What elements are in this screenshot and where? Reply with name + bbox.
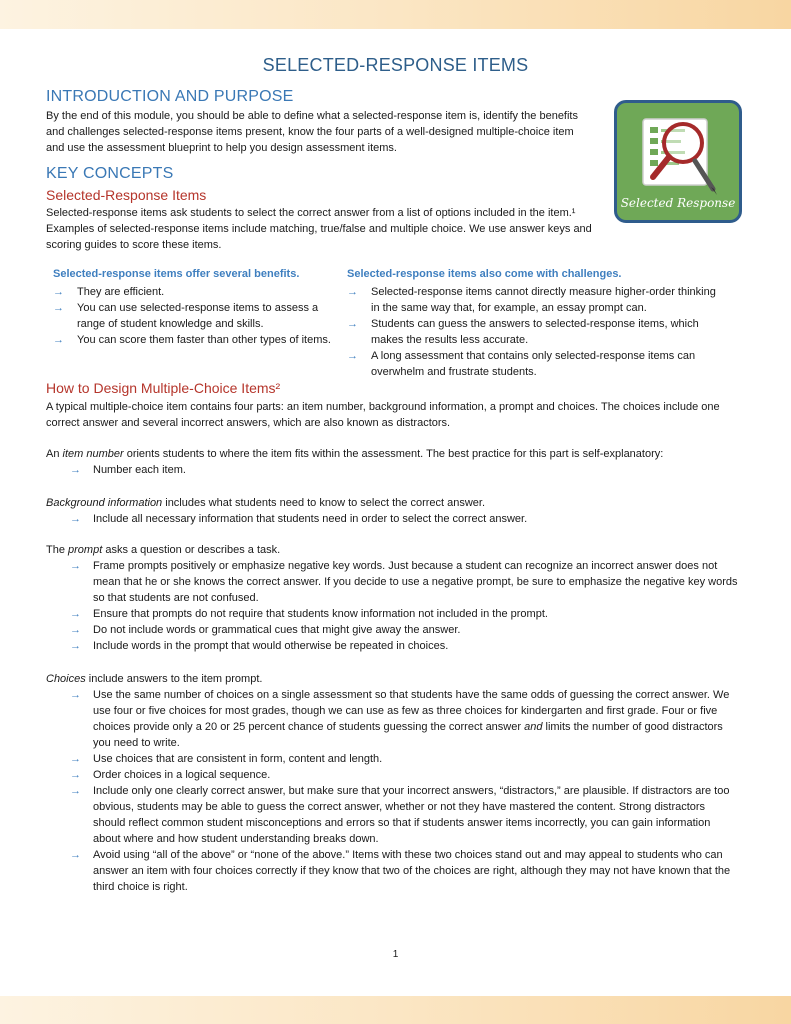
arrow-icon: → xyxy=(53,286,64,298)
page-number: 1 xyxy=(392,949,399,960)
choices-list xyxy=(70,687,738,895)
top-decorative-band xyxy=(0,0,791,29)
list-item: → Include words in the prompt that would otherwise be repeated in choices. xyxy=(70,640,449,652)
arrow-icon: → xyxy=(70,849,81,861)
challenges-list xyxy=(347,284,727,380)
arrow-icon: → xyxy=(347,350,358,362)
list-item: → They are efficient. xyxy=(53,286,165,298)
key-concepts-text: Selected-response items ask students to select the correct answer from a list of options included in the item.¹ Examples of selected-response items include matching, true/false and multiple choice. We use answer keys and scoring guides to score these items. xyxy=(46,207,592,251)
list-item: → Number each item. xyxy=(70,464,186,476)
list-item: → Include all necessary information that students need in order to select the correct answer. xyxy=(70,513,528,525)
list-item: → Selected-response items cannot directly measure higher-order thinking in the same way that, for example, an essay prompt can. xyxy=(347,286,716,314)
intro-text: By the end of this module, you should be able to define what a selected-response item is, identify the benefits and challenges selected-response items present, know the four parts of a well-designed multiple-choice item and use the assessment blueprint to help you design assessment items. xyxy=(46,110,578,154)
arrow-icon: → xyxy=(70,513,81,525)
arrow-icon: → xyxy=(70,608,81,620)
prompt-list xyxy=(70,558,738,654)
benefits-list xyxy=(53,284,337,348)
item-number-list xyxy=(70,462,738,478)
arrow-icon: → xyxy=(70,769,81,781)
arrow-icon: → xyxy=(70,560,81,572)
selected-response-logo xyxy=(614,100,742,223)
arrow-icon: → xyxy=(70,624,81,636)
item-number-paragraph: An item number orients students to where the item fits within the assessment. The best practice for this part is self-explanatory: xyxy=(46,448,664,460)
selected-response-subheading: Selected-Response Items xyxy=(46,187,207,203)
list-item: → Avoid using “all of the above” or “none of the above.” Items with these two choices stand out and may appeal to students who can answer an item with four choices correctly if they know that two of the choices are right, although they may not have known that the third choice is right. xyxy=(70,849,731,893)
arrow-icon: → xyxy=(70,640,81,652)
list-item: → Include only one clearly correct answer, but make sure that your incorrect answers, “distractors,” are plausible. If distractors are too obvious, students may be able to guess the correct answer, whether or not they have mastered the content. Strong distractors should reflect common student misconceptions and errors so that if students answer items incorrectly, you can gain information about where and how student understanding breaks down. xyxy=(70,785,730,845)
page-title: SELECTED-RESPONSE ITEMS xyxy=(262,55,529,75)
choices-term: Choices xyxy=(46,673,86,685)
list-item: → You can score them faster than other types of items. xyxy=(53,334,331,346)
list-item: → You can use selected-response items to assess a range of student knowledge and skills. xyxy=(53,302,319,330)
choices-paragraph: Choices include answers to the item prompt. xyxy=(46,673,263,685)
logo-caption: Selected Response xyxy=(620,196,736,210)
arrow-icon: → xyxy=(53,302,64,314)
arrow-icon: → xyxy=(347,286,358,298)
list-item: → Order choices in a logical sequence. xyxy=(70,769,271,781)
challenges-title: Selected-response items also come with challenges. xyxy=(347,268,622,280)
list-item: → Ensure that prompts do not require that students know information not included in the prompt. xyxy=(70,608,548,620)
background-paragraph: Background information includes what students need to know to select the correct answer. xyxy=(46,497,486,509)
design-heading: How to Design Multiple-Choice Items² xyxy=(46,380,281,396)
design-intro: A typical multiple-choice item contains four parts: an item number, background information, a prompt and choices. The choices include one correct answer and several incorrect answers, which are also known as distractors. xyxy=(46,401,720,429)
key-concepts-heading: KEY CONCEPTS xyxy=(46,165,174,182)
background-list xyxy=(70,511,738,527)
arrow-icon: → xyxy=(70,689,81,701)
bottom-decorative-band xyxy=(0,996,791,1024)
list-item: → A long assessment that contains only selected-response items can overwhelm and frustrate students. xyxy=(347,350,696,378)
arrow-icon: → xyxy=(347,318,358,330)
arrow-icon: → xyxy=(53,334,64,346)
item-number-term: item number xyxy=(62,448,124,460)
list-item: → Use the same number of choices on a single assessment so that students have the same odds of guessing the correct answer. We use four or five choices for most grades, though we can use as few as three choices for kindergarten and first grade. Four or five choices provide only a 20 or 25 percent chance of students guessing the correct answer and limits the number of good distractors you need to write. xyxy=(70,689,730,749)
list-item: → Do not include words or grammatical cues that might give away the answer. xyxy=(70,624,461,636)
prompt-paragraph: The prompt asks a question or describes a task. xyxy=(46,544,281,556)
list-item: → Students can guess the answers to selected-response items, which makes the results less accurate. xyxy=(347,318,699,346)
arrow-icon: → xyxy=(70,753,81,765)
intro-heading: INTRODUCTION AND PURPOSE xyxy=(46,88,294,105)
list-item: → Frame prompts positively or emphasize negative key words. Just because a student can recognize an incorrect answer does not mean that he or she knows the correct answer. If you decide to use a negative prompt, be sure to emphasize the negative key words so that students are not confused. xyxy=(70,560,738,604)
background-term: Background information xyxy=(46,497,163,509)
arrow-icon: → xyxy=(70,464,81,476)
prompt-term: prompt xyxy=(68,544,103,556)
arrow-icon: → xyxy=(70,785,81,797)
benefits-title: Selected-response items offer several benefits. xyxy=(53,268,300,280)
list-item: → Use choices that are consistent in form, content and length. xyxy=(70,753,383,765)
